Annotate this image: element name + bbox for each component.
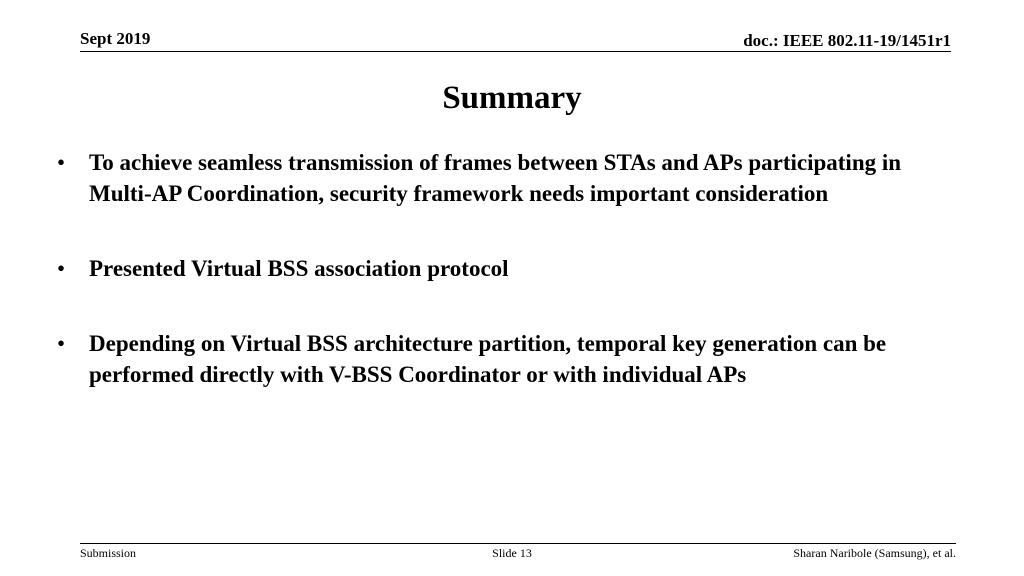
footer-divider bbox=[80, 543, 956, 544]
bullet-text: Depending on Virtual BSS architecture partition, temporal key generation can be performed directly with V-BSS Coordinator or with individual APs bbox=[89, 331, 887, 387]
bullet-item bbox=[54, 253, 934, 284]
bullet-marker: • bbox=[57, 150, 66, 175]
bullet-item bbox=[54, 147, 934, 209]
bullet-text: To achieve seamless transmission of frames between STAs and APs participating in Multi-AP Coordination, security framework needs important consideration bbox=[89, 150, 902, 206]
bullet-list bbox=[54, 147, 934, 390]
header-divider bbox=[80, 51, 951, 52]
slide-title: Summary bbox=[442, 80, 582, 116]
footer-slide-number: Slide 13 bbox=[492, 546, 532, 560]
header-date: Sept 2019 bbox=[80, 29, 151, 48]
bullet-marker: • bbox=[57, 256, 66, 281]
header-doc-id: doc.: IEEE 802.11-19/1451r1 bbox=[743, 31, 951, 50]
footer-submission: Submission bbox=[80, 546, 137, 560]
bullet-item bbox=[54, 328, 934, 390]
bullet-marker: • bbox=[57, 331, 66, 356]
footer-author: Sharan Naribole (Samsung), et al. bbox=[793, 546, 956, 560]
bullet-text: Presented Virtual BSS association protocol bbox=[89, 256, 509, 281]
